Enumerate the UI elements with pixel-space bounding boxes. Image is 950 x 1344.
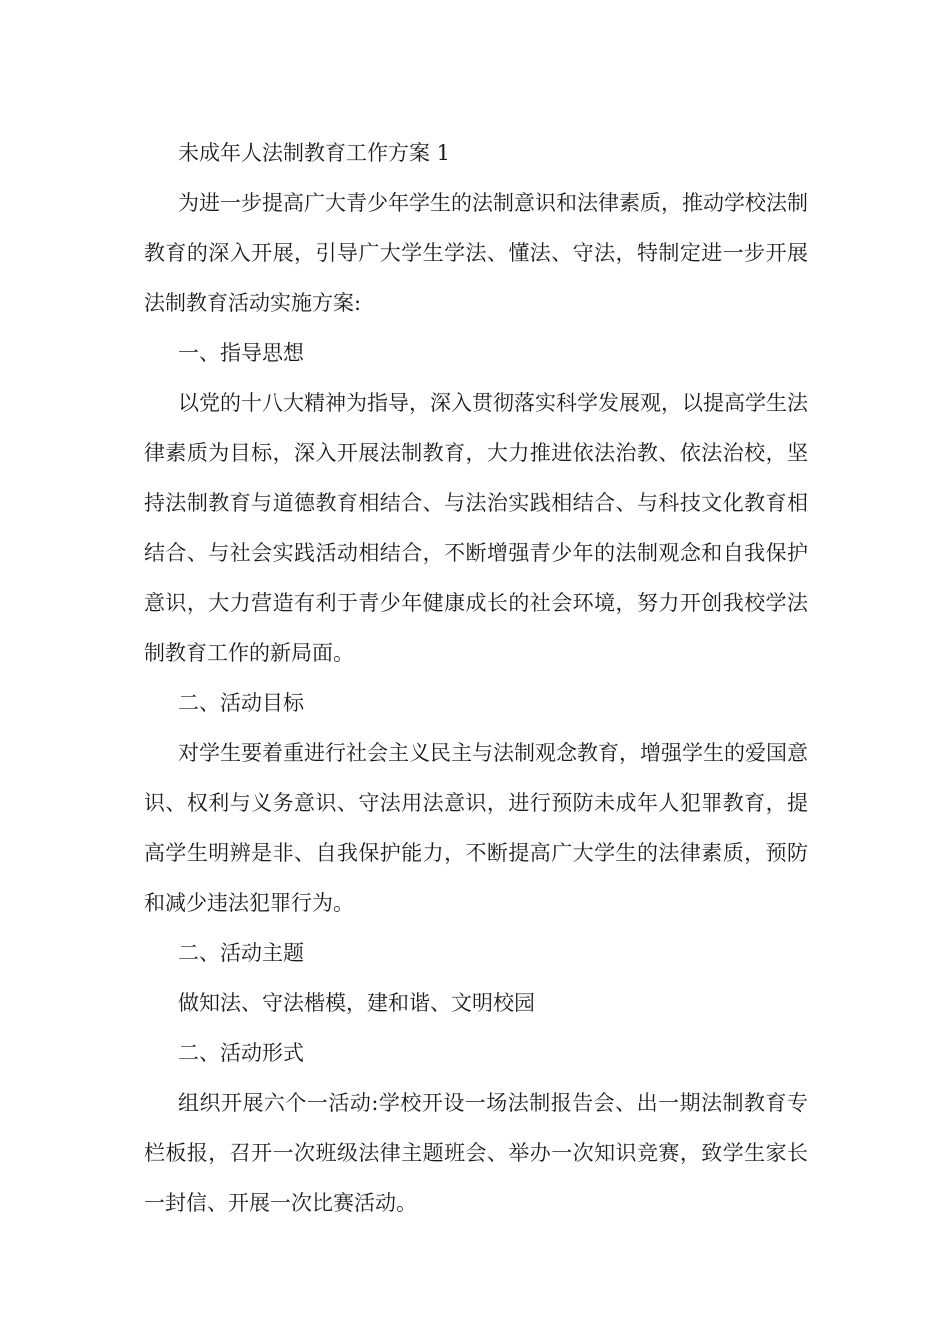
section-body-activity-form: 组织开展六个一活动:学校开设一场法制报告会、出一期法制教育专栏板报，召开一次班级法律主题班会、举办一次知识竞赛，致学生家长一封信、开展一次比赛活动。 <box>144 1091 808 1215</box>
section-body-activity-goals: 对学生要着重进行社会主义民主与法制观念教育，增强学生的爱国意识、权利与义务意识、守法用法意识，进行预防未成年人犯罪教育，提高学生明辨是非、自我保护能力，不断提高广大学生的法律素质，预防和减少违法犯罪行为。 <box>144 741 808 915</box>
section-body-activity-theme: 做知法、守法楷模，建和谐、文明校园 <box>178 991 535 1015</box>
document-title: 未成年人法制教育工作方案 1 <box>178 141 451 165</box>
section-heading-activity-form: 二、活动形式 <box>178 1041 304 1065</box>
intro-paragraph: 为进一步提高广大青少年学生的法制意识和法律素质，推动学校法制教育的深入开展，引导广大学生学法、懂法、守法，特制定进一步开展法制教育活动实施方案: <box>144 191 808 315</box>
section-heading-activity-theme: 二、活动主题 <box>178 941 304 965</box>
section-body-guiding-ideology: 以党的十八大精神为指导，深入贯彻落实科学发展观，以提高学生法律素质为目标，深入开展法制教育，大力推进依法治教、依法治校，坚持法制教育与道德教育相结合、与法治实践相结合、与科技文化教育相结合、与社会实践活动相结合，不断增强青少年的法制观念和自我保护意识，大力营造有利于青少年健康成长的社会环境，努力开创我校学法制教育工作的新局面。 <box>144 391 808 665</box>
section-heading-activity-goals: 二、活动目标 <box>178 691 304 715</box>
section-heading-guiding-ideology: 一、指导思想 <box>178 341 304 365</box>
document-body <box>144 128 808 1228</box>
